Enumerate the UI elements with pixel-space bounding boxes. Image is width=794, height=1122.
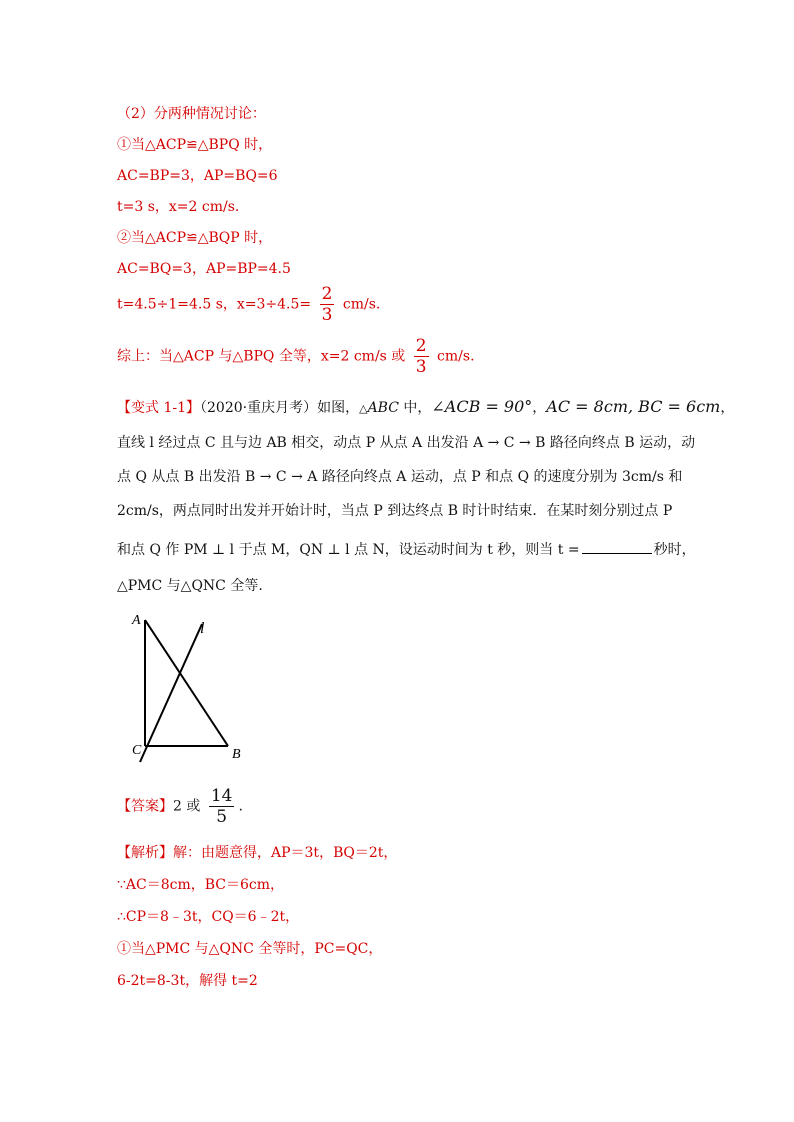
fraction-fourteen-fifths [209, 786, 235, 827]
problem-mid: 中， [398, 400, 432, 416]
answer-line [117, 786, 243, 827]
label-l: l [200, 620, 205, 637]
summary-suffix: cm/s. [437, 348, 475, 365]
problem-line-2: 直线 l 经过点 C 且与边 AB 相交，动点 P 从点 A 出发沿 A → C → B 路径向终点 B 运动，动 [117, 435, 696, 451]
solution-line-4: t=3 s，x=2 cm/s. [117, 199, 240, 215]
problem-line-5-a: 和点 Q 作 PM ⊥ l 于点 M，QN ⊥ l 点 N，设运动时间为 t 秒，则当 t = [117, 542, 580, 558]
analysis-line-3: ∴CP＝8﹣3t，CQ＝6﹣2t， [117, 909, 300, 925]
solution-line-7-suffix: cm/s. [342, 296, 381, 313]
answer-blank [582, 537, 652, 554]
fraction-numerator: 2 [321, 284, 333, 304]
fraction-numerator: 14 [210, 786, 233, 806]
problem-line-3: 点 Q 从点 B 出发沿 B → C → A 路径向终点 A 运动，点 P 和点 Q 的速度分别为 3cm/s 和 [117, 469, 683, 485]
fraction-denominator: 3 [321, 305, 333, 325]
angle-acb: ∠ACB = 90° [431, 397, 533, 416]
solution-line-3: AC=BP=3，AP=BQ=6 [117, 168, 278, 184]
solution-summary [117, 336, 475, 377]
solution-line-2: ①当△ACP≌△BPQ 时， [117, 137, 273, 153]
comma: ， [532, 400, 547, 416]
fraction-denominator: 3 [415, 357, 427, 377]
analysis-line-5: 6-2t=8-3t，解得 t=2 [117, 973, 258, 989]
solution-line-7 [117, 284, 380, 325]
problem-line-5 [117, 537, 696, 560]
answer-prefix: 2 或 [173, 798, 201, 815]
triangle-abc: ABC [367, 400, 399, 416]
analysis-text-1: 解：由题意得，AP＝3t，BQ＝2t， [173, 845, 398, 861]
analysis-tag: 【解析】 [117, 845, 173, 861]
solution-line-7-prefix: t=4.5÷1=4.5 s，x=3÷4.5= [117, 296, 312, 313]
fraction-denominator: 5 [216, 807, 228, 827]
problem-source: （2020·重庆月考）如图， [200, 400, 360, 416]
comma: ， [720, 400, 735, 416]
analysis-line-2: ∵AC＝8cm，BC＝6cm， [117, 877, 285, 893]
analysis-line-4: ①当△PMC 与△QNC 全等时，PC=QC， [117, 941, 383, 957]
segment-ab [145, 620, 228, 746]
problem-line-4: 2cm/s，两点同时出发并开始计时，当点 P 到达终点 B 时计时结束．在某时刻分别过点 P [117, 503, 673, 519]
analysis-line-1 [117, 843, 397, 863]
fraction-numerator: 2 [415, 336, 427, 356]
summary-prefix: 综上：当△ACP 与△BPQ 全等，x=2 cm/s 或 [117, 348, 406, 365]
solution-line-1: （2）分两种情况讨论： [117, 106, 266, 122]
answer-tag: 【答案】 [117, 798, 173, 815]
fraction-two-thirds [320, 284, 335, 325]
problem-line-1 [117, 397, 734, 419]
label-c: C [132, 743, 142, 758]
fraction-two-thirds-summary [414, 336, 429, 377]
solution-line-5: ②当△ACP≌△BQP 时， [117, 230, 273, 246]
solution-line-6: AC=BQ=3，AP=BP=4.5 [117, 261, 291, 277]
triangle-figure [128, 610, 258, 770]
answer-suffix: . [238, 798, 243, 815]
side-lengths: AC = 8cm, BC = 6cm [546, 397, 721, 416]
variant-tag: 【变式 1-1】 [117, 400, 200, 416]
problem-line-6: △PMC 与△QNC 全等. [117, 578, 263, 594]
label-b: B [232, 747, 241, 762]
triangle-symbol: △ [359, 402, 368, 415]
label-a: A [132, 613, 141, 628]
problem-line-5-b: 秒时， [653, 542, 696, 558]
